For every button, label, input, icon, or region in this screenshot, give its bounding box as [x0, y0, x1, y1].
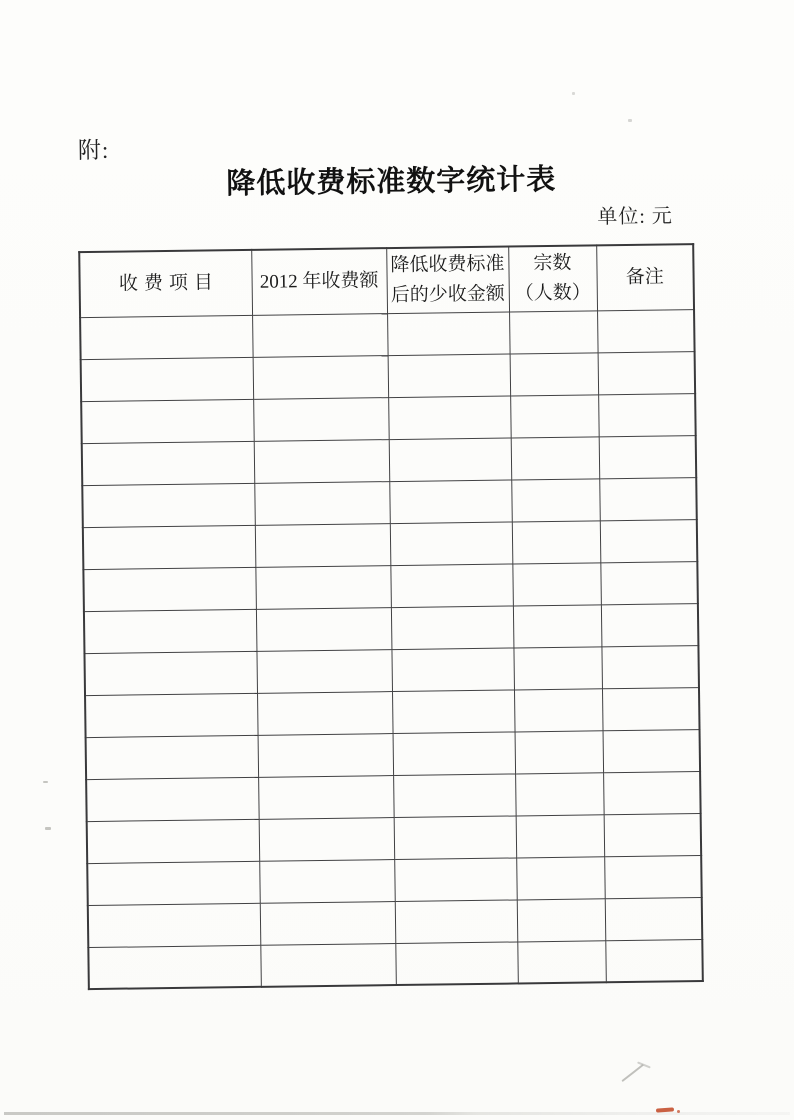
- table-cell: [602, 687, 700, 730]
- table-cell: [259, 859, 395, 903]
- page-title: 降低收费标准数字统计表: [226, 163, 557, 201]
- table-cell: [388, 354, 511, 398]
- fee-statistics-table: [78, 243, 704, 990]
- table-cell: [81, 399, 254, 443]
- table-header-row: [79, 244, 694, 317]
- table-cell: [254, 439, 390, 483]
- table-cell: [513, 646, 602, 689]
- table-cell: [254, 481, 390, 525]
- table-cell: [256, 649, 392, 693]
- table-cell: [87, 861, 260, 905]
- table-cell: [390, 563, 513, 607]
- table-cell: [513, 604, 602, 647]
- table-cell: [600, 561, 698, 604]
- table-cell: [82, 483, 255, 527]
- table-cell: [516, 856, 605, 899]
- table-cell: [389, 437, 512, 481]
- table-cell: [510, 352, 599, 395]
- table-body: [80, 309, 703, 989]
- table-cell: [597, 309, 695, 352]
- table-cell: [392, 689, 515, 733]
- table-cell: [605, 897, 703, 940]
- column-header-2: 降低收费标准 后的少收金额: [386, 247, 509, 314]
- table-cell: [260, 901, 396, 945]
- table-cell: [511, 436, 600, 479]
- table-cell: [391, 647, 514, 691]
- table-cell: [603, 729, 701, 772]
- red-ink-dot: [677, 1110, 680, 1113]
- table-cell: [80, 315, 253, 359]
- scan-edge-line: [4, 1112, 790, 1115]
- table-cell: [85, 693, 258, 737]
- table-cell: [84, 651, 257, 695]
- table-cell: [88, 903, 261, 947]
- column-header-0: 收费项目: [79, 250, 252, 317]
- table-cell: [390, 521, 513, 565]
- table-cell: [388, 396, 511, 440]
- table-cell: [600, 519, 698, 562]
- table-cell: [394, 857, 517, 901]
- table-cell: [393, 773, 516, 817]
- table-cell: [389, 479, 512, 523]
- column-header-3: 宗数 （人数）: [508, 245, 597, 311]
- table-cell: [81, 357, 254, 401]
- table-cell: [515, 772, 604, 815]
- table-cell: [604, 813, 702, 856]
- table-cell: [599, 477, 697, 520]
- table-cell: [517, 898, 606, 941]
- table-cell: [601, 645, 699, 688]
- table-cell: [255, 565, 391, 609]
- paper-speck: [628, 119, 632, 122]
- column-header-1: 2012 年收费额: [251, 248, 387, 315]
- unit-label: 单位: 元: [597, 205, 673, 229]
- table-cell: [259, 817, 395, 861]
- table-cell: [603, 771, 701, 814]
- table-cell: [512, 520, 601, 563]
- table-cell: [395, 899, 518, 943]
- table-cell: [255, 523, 391, 567]
- table-cell: [604, 855, 702, 898]
- table-cell: [393, 731, 516, 775]
- table-cell: [601, 603, 699, 646]
- table-cell: [84, 609, 257, 653]
- table-cell: [514, 688, 603, 731]
- table-cell: [253, 355, 389, 399]
- table-cell: [516, 814, 605, 857]
- table-cell: [256, 607, 392, 651]
- attachment-label: 附:: [77, 137, 110, 164]
- table-cell: [517, 940, 606, 983]
- table-cell: [394, 815, 517, 859]
- table-cell: [258, 775, 394, 819]
- table-cell: [88, 945, 261, 989]
- table-cell: [598, 351, 696, 394]
- column-header-4: 备注: [596, 244, 694, 310]
- table-cell: [252, 313, 388, 357]
- table-cell: [512, 562, 601, 605]
- table-cell: [509, 310, 598, 353]
- paper-speck: [572, 92, 575, 95]
- table-cell: [83, 567, 256, 611]
- table-row: [88, 939, 702, 989]
- table-cell: [510, 394, 599, 437]
- paper-speck: [43, 781, 48, 783]
- table-cell: [515, 730, 604, 773]
- table-cell: [82, 441, 255, 485]
- table-cell: [87, 819, 260, 863]
- table-cell: [253, 397, 389, 441]
- table-cell: [257, 691, 393, 735]
- table-cell: [391, 605, 514, 649]
- table-cell: [395, 941, 518, 985]
- table-cell: [605, 939, 703, 982]
- table-cell: [511, 478, 600, 521]
- table-cell: [260, 943, 396, 987]
- table-cell: [598, 393, 696, 436]
- paper-speck: [45, 827, 51, 830]
- table-cell: [86, 735, 259, 779]
- table-cell: [387, 312, 510, 356]
- table-cell: [599, 435, 697, 478]
- table-cell: [86, 777, 259, 821]
- table-cell: [258, 733, 394, 777]
- table-cell: [83, 525, 256, 569]
